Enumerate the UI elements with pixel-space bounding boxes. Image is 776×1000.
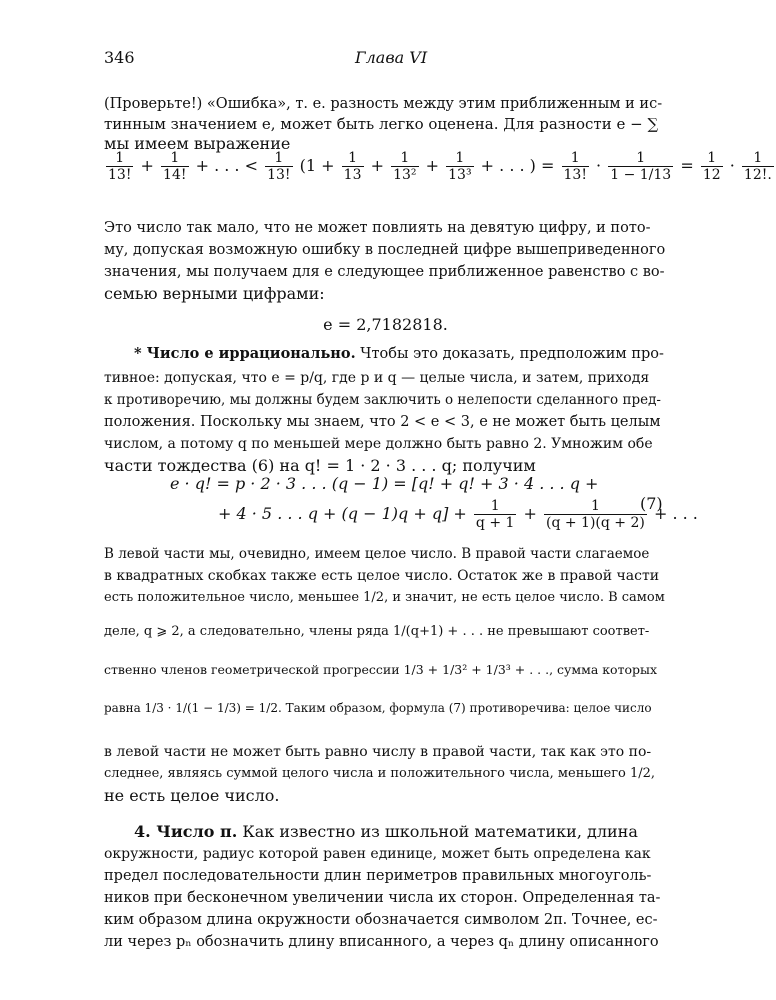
text-line: равна 1/3 · 1/(1 − 1/3) = 1/2. Таким образом, формула (7) противоречива: целое число [104, 701, 652, 715]
equation-7-line1: e · q! = p · 2 · 3 . . . (q − 1) = [q! + q! + 3 · 4 . . . q + [170, 474, 599, 493]
chapter-title: Глава VI [355, 48, 428, 67]
text-run: Как известно из школьной математики, длина [237, 822, 638, 841]
section-title: 4. Число π. [134, 822, 238, 841]
section-irrationality [104, 344, 667, 364]
text-line: части тождества (6) на q! = 1 · 2 · 3 . . . q; получим [104, 456, 536, 475]
section-pi [104, 822, 667, 842]
text-line: Это число так мало, что не может повлиять на девятую цифру, и пото- [104, 220, 651, 236]
text-line: ственно членов геометрической прогрессии 1/3 + 1/3² + 1/3³ + . . ., сумма которых [104, 662, 658, 677]
equation-7-line2: + 4 · 5 . . . q + (q − 1)q + q] + $\frac{1}{q + 1}$ + $\frac{1}{(q + 1)(q + 2)}$ + . . . [218, 498, 698, 531]
text-line: (Проверьте!) «Ошибка», т. е. разность между этим приближенным и ис- [104, 96, 663, 112]
text-line: в квадратных скобках также есть целое число. Остаток же в правой части [104, 568, 660, 584]
text-line: В левой части мы, очевидно, имеем целое число. В правой части слагаемое [104, 546, 650, 562]
text-line: ли через pₙ обозначить длину вписанного, а через qₙ длину описанного [104, 934, 659, 950]
text-line: положения. Поскольку мы знаем, что 2 < e < 3, e не может быть целым [104, 414, 661, 430]
text-line: ким образом длина окружности обозначается символом 2π. Точнее, ес- [104, 912, 658, 928]
text-line: ников при бесконечном увеличении числа их сторон. Определенная та- [104, 890, 661, 906]
text-line: предел последовательности длин периметров правильных многоуголь- [104, 868, 652, 884]
text-line: му, допуская возможную ошибку в последней цифре вышеприведенного [104, 242, 666, 258]
text-line: числом, а потому q по меньшей мере должно быть равно 2. Умножим обе [104, 436, 653, 452]
text-line: не есть целое число. [104, 786, 280, 805]
text-run: Чтобы это доказать, предположим про- [355, 346, 664, 362]
page-number: 346 [104, 48, 135, 67]
text-line: следнее, являясь суммой целого числа и положительного числа, меньшего 1/2, [104, 766, 656, 781]
text-line: окружности, радиус которой равен единице, может быть определена как [104, 846, 651, 862]
text-line: мы имеем выражение [104, 134, 291, 153]
equation-e-value: e = 2,7182818. [323, 315, 448, 334]
text-line: тивное: допуская, что e = p/q, где p и q — целые числа, и затем, приходя [104, 370, 650, 386]
section-title: * Число e иррационально. [134, 345, 356, 362]
text-line: деле, q ⩾ 2, а следовательно, члены ряда 1/(q+1) + . . . не превышают соответ- [104, 624, 650, 639]
text-line: есть положительное число, меньшее 1/2, и значит, не есть целое число. В самом [104, 590, 665, 605]
equation-number: (7) [640, 494, 663, 513]
text-line: в левой части не может быть равно числу в правой части, так как это по- [104, 744, 652, 760]
text-line: семью верными цифрами: [104, 284, 325, 303]
equation-error-bound: $\frac{1}{13!}$ + $\frac{1}{14!}$ + . . . < $\frac{1}{13!}$ (1 + $\frac{1}{13}$ + $\frac{1}{\text{13²}}$ + $\frac{1}{\text{13³}}$ + . . . ) = $\frac{1}{13!}$ · $\frac{1}{1 - 1/13}$ = $\frac{1}{12}$ · $\frac{1}{12!.}$ [108, 150, 772, 183]
text-line: тинным значением e, может быть легко оценена. Для разности e − ∑ [104, 115, 659, 133]
text-line: к противоречию, мы должны будем заключить о нелепости сделанного пред- [104, 392, 661, 408]
text-line: значения, мы получаем для e следующее приближенное равенство с во- [104, 264, 665, 280]
